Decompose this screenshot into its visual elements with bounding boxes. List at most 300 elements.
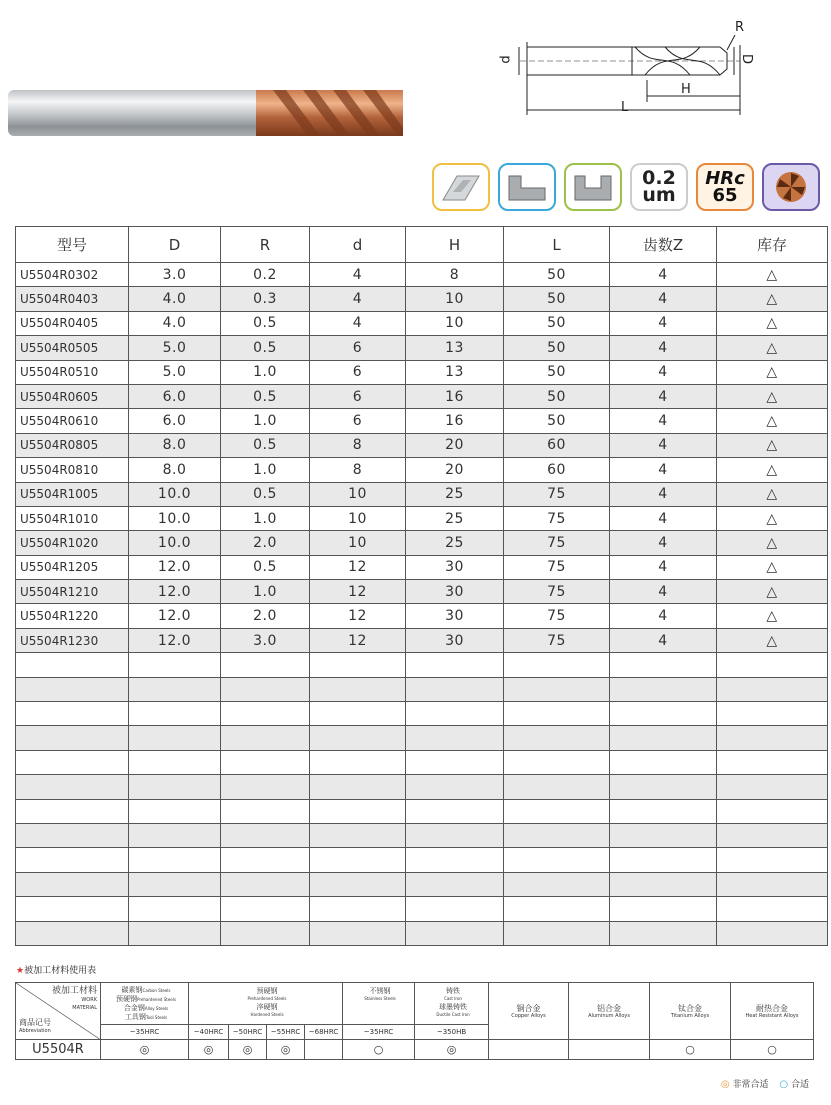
hardness-icon: HRc 65 bbox=[696, 163, 754, 211]
hardened-steels-header: 预硬钢 Prehardened Steels 淬硬钢 Hardened Steels bbox=[189, 983, 343, 1025]
table-cell bbox=[406, 677, 504, 701]
dim-r-label: R bbox=[735, 20, 745, 35]
table-cell bbox=[129, 799, 221, 823]
table-cell: 16 bbox=[406, 409, 504, 433]
table-cell bbox=[310, 872, 406, 896]
table-cell bbox=[717, 750, 828, 774]
table-row bbox=[16, 458, 828, 482]
table-cell: 1.0 bbox=[221, 458, 310, 482]
table-row bbox=[16, 360, 828, 384]
table-cell bbox=[504, 677, 610, 701]
table-cell bbox=[16, 750, 129, 774]
table-cell bbox=[504, 872, 610, 896]
spec-table bbox=[15, 226, 828, 946]
table-cell: △ bbox=[717, 384, 828, 408]
table-cell bbox=[221, 872, 310, 896]
table-cell bbox=[221, 848, 310, 872]
table-cell bbox=[406, 702, 504, 726]
slot-profile-icon bbox=[432, 163, 490, 211]
table-cell bbox=[610, 848, 717, 872]
table-cell bbox=[221, 750, 310, 774]
table-cell: 75 bbox=[504, 482, 610, 506]
table-cell bbox=[717, 872, 828, 896]
table-cell bbox=[406, 823, 504, 847]
hardness-range: ~35HRC bbox=[101, 1025, 189, 1040]
table-cell: 3.0 bbox=[129, 263, 221, 287]
table-cell: 30 bbox=[406, 628, 504, 652]
table-cell: △ bbox=[717, 506, 828, 530]
table-cell: U5504R1010 bbox=[16, 506, 129, 530]
table-cell: U5504R0403 bbox=[16, 287, 129, 311]
table-cell: U5504R1220 bbox=[16, 604, 129, 628]
table-cell bbox=[221, 726, 310, 750]
table-cell bbox=[504, 799, 610, 823]
table-cell: 50 bbox=[504, 360, 610, 384]
table-cell: △ bbox=[717, 555, 828, 579]
table-cell: 4 bbox=[610, 287, 717, 311]
hardness-range: ~35HRC bbox=[343, 1025, 415, 1040]
table-cell: 0.2 bbox=[221, 263, 310, 287]
table-cell bbox=[310, 775, 406, 799]
table-cell bbox=[610, 775, 717, 799]
table-cell: 10 bbox=[310, 506, 406, 530]
table-cell: △ bbox=[717, 311, 828, 335]
table-cell bbox=[310, 702, 406, 726]
table-cell: 12.0 bbox=[129, 555, 221, 579]
table-cell bbox=[406, 750, 504, 774]
table-cell: △ bbox=[717, 360, 828, 384]
table-cell: 20 bbox=[406, 433, 504, 457]
table-cell bbox=[610, 750, 717, 774]
table-cell bbox=[504, 823, 610, 847]
table-cell bbox=[310, 750, 406, 774]
table-cell: 6 bbox=[310, 409, 406, 433]
table-row bbox=[16, 311, 828, 335]
column-header: R bbox=[221, 227, 310, 263]
table-cell: 6 bbox=[310, 384, 406, 408]
table-cell bbox=[129, 726, 221, 750]
table-row bbox=[16, 799, 828, 823]
table-row bbox=[16, 702, 828, 726]
table-cell: △ bbox=[717, 482, 828, 506]
table-cell: 75 bbox=[504, 506, 610, 530]
table-cell: 8 bbox=[310, 458, 406, 482]
table-cell: 3.0 bbox=[221, 628, 310, 652]
table-cell: 12.0 bbox=[129, 628, 221, 652]
table-row bbox=[16, 628, 828, 652]
table-cell: 4 bbox=[610, 628, 717, 652]
table-cell: 12 bbox=[310, 604, 406, 628]
table-cell: 50 bbox=[504, 384, 610, 408]
table-cell bbox=[717, 726, 828, 750]
table-cell bbox=[610, 726, 717, 750]
table-cell: 30 bbox=[406, 555, 504, 579]
aluminum-alloys-header: 铝合金 Aluminum Alloys bbox=[569, 983, 650, 1040]
table-cell: 12 bbox=[310, 555, 406, 579]
table-row bbox=[16, 775, 828, 799]
table-cell bbox=[717, 848, 828, 872]
table-cell: 25 bbox=[406, 506, 504, 530]
table-cell: U5504R0505 bbox=[16, 336, 129, 360]
table-cell bbox=[129, 897, 221, 921]
table-cell bbox=[406, 921, 504, 945]
table-row bbox=[16, 506, 828, 530]
table-cell: 4 bbox=[310, 311, 406, 335]
precision-icon: 0.2 um bbox=[630, 163, 688, 211]
table-cell: 2.0 bbox=[221, 604, 310, 628]
table-cell: 4 bbox=[610, 458, 717, 482]
table-cell bbox=[610, 823, 717, 847]
table-header bbox=[16, 227, 828, 263]
carbon-steels-header: 碳素钢Carbon Steels 预硬钢Prehardened Steels 合金钢Alloy Steels 工具钢Tool Steels bbox=[101, 983, 189, 1025]
table-cell: U5504R0810 bbox=[16, 458, 129, 482]
table-cell: 4 bbox=[610, 580, 717, 604]
table-cell bbox=[16, 897, 129, 921]
end-mill-drawing bbox=[495, 20, 765, 125]
table-cell: 4 bbox=[610, 531, 717, 555]
table-cell bbox=[310, 726, 406, 750]
table-cell bbox=[610, 702, 717, 726]
table-cell: △ bbox=[717, 409, 828, 433]
table-cell: U5504R0510 bbox=[16, 360, 129, 384]
table-row bbox=[16, 848, 828, 872]
table-cell: 6 bbox=[310, 360, 406, 384]
table-cell: 0.5 bbox=[221, 336, 310, 360]
table-row bbox=[16, 384, 828, 408]
table-cell bbox=[221, 775, 310, 799]
table-cell: 50 bbox=[504, 263, 610, 287]
table-cell: 4 bbox=[610, 336, 717, 360]
table-cell: 4.0 bbox=[129, 311, 221, 335]
heat-resistant-alloys-header: 耐热合金 Heat Resistant Alloys bbox=[731, 983, 814, 1040]
table-cell bbox=[310, 653, 406, 677]
product-code: U5504R bbox=[16, 1040, 101, 1060]
table-cell: 4.0 bbox=[129, 287, 221, 311]
table-cell: 10.0 bbox=[129, 482, 221, 506]
table-cell bbox=[129, 750, 221, 774]
table-cell: 10.0 bbox=[129, 506, 221, 530]
table-cell bbox=[16, 775, 129, 799]
table-cell bbox=[310, 799, 406, 823]
column-header: 库存 bbox=[717, 227, 828, 263]
table-row bbox=[16, 409, 828, 433]
table-cell: 10 bbox=[310, 531, 406, 555]
table-cell bbox=[717, 775, 828, 799]
table-cell: U5504R1230 bbox=[16, 628, 129, 652]
table-cell bbox=[406, 653, 504, 677]
table-cell bbox=[610, 653, 717, 677]
table-cell bbox=[717, 799, 828, 823]
table-row bbox=[16, 872, 828, 896]
table-cell bbox=[221, 823, 310, 847]
table-cell: 2.0 bbox=[221, 531, 310, 555]
table-cell bbox=[504, 750, 610, 774]
table-cell: 25 bbox=[406, 531, 504, 555]
table-cell: 4 bbox=[610, 555, 717, 579]
table-cell: 10.0 bbox=[129, 531, 221, 555]
table-cell: △ bbox=[717, 433, 828, 457]
hardness-range: ~68HRC bbox=[305, 1025, 343, 1040]
table-cell: △ bbox=[717, 287, 828, 311]
table-cell: 1.0 bbox=[221, 506, 310, 530]
suitability-mark bbox=[489, 1040, 569, 1060]
table-cell bbox=[129, 702, 221, 726]
table-cell bbox=[406, 775, 504, 799]
table-cell: 8.0 bbox=[129, 433, 221, 457]
table-row bbox=[16, 677, 828, 701]
suitability-mark: ○ bbox=[650, 1040, 731, 1060]
suitability-mark: ◎ bbox=[267, 1040, 305, 1060]
table-cell: △ bbox=[717, 531, 828, 555]
table-cell: 6 bbox=[310, 336, 406, 360]
table-cell: 4 bbox=[610, 433, 717, 457]
table-cell: 4 bbox=[610, 384, 717, 408]
table-cell: 8 bbox=[406, 263, 504, 287]
hardness-range: ~55HRC bbox=[267, 1025, 305, 1040]
table-row bbox=[16, 823, 828, 847]
table-cell: 75 bbox=[504, 531, 610, 555]
column-header: H bbox=[406, 227, 504, 263]
table-row bbox=[16, 726, 828, 750]
table-cell: 12.0 bbox=[129, 604, 221, 628]
table-cell: 0.5 bbox=[221, 555, 310, 579]
table-cell bbox=[221, 921, 310, 945]
stainless-steels-header: 不锈钢 Stainless Steels bbox=[343, 983, 415, 1025]
cast-iron-header: 铸铁 Cast Iron 球墨铸铁 Ductile Cast Iron bbox=[415, 983, 489, 1025]
table-cell bbox=[504, 775, 610, 799]
table-cell: 0.5 bbox=[221, 384, 310, 408]
table-cell: U5504R1205 bbox=[16, 555, 129, 579]
table-cell bbox=[717, 702, 828, 726]
table-cell: 50 bbox=[504, 409, 610, 433]
column-header: L bbox=[504, 227, 610, 263]
table-cell: U5504R0610 bbox=[16, 409, 129, 433]
table-cell bbox=[504, 921, 610, 945]
table-cell: △ bbox=[717, 336, 828, 360]
table-cell bbox=[16, 799, 129, 823]
table-cell bbox=[504, 897, 610, 921]
table-cell bbox=[16, 823, 129, 847]
table-cell: 8.0 bbox=[129, 458, 221, 482]
table-cell bbox=[504, 653, 610, 677]
table-cell bbox=[610, 872, 717, 896]
table-cell: 13 bbox=[406, 360, 504, 384]
table-row bbox=[16, 287, 828, 311]
material-table-title: ★被加工材料使用表 bbox=[16, 966, 97, 976]
table-cell bbox=[221, 702, 310, 726]
table-cell: 8 bbox=[310, 433, 406, 457]
table-cell bbox=[16, 848, 129, 872]
suitability-mark: ◎ bbox=[415, 1040, 489, 1060]
table-cell bbox=[406, 848, 504, 872]
technical-drawing bbox=[495, 20, 765, 125]
table-row bbox=[16, 653, 828, 677]
table-cell: 4 bbox=[610, 311, 717, 335]
table-cell bbox=[717, 823, 828, 847]
table-cell: 6.0 bbox=[129, 409, 221, 433]
table-cell: 50 bbox=[504, 311, 610, 335]
hardness-range: ~50HRC bbox=[229, 1025, 267, 1040]
table-cell bbox=[221, 677, 310, 701]
table-cell: 4 bbox=[610, 482, 717, 506]
table-cell: 0.3 bbox=[221, 287, 310, 311]
table-cell: 10 bbox=[310, 482, 406, 506]
table-cell: △ bbox=[717, 604, 828, 628]
table-cell: 4 bbox=[610, 506, 717, 530]
table-cell bbox=[310, 677, 406, 701]
table-cell bbox=[16, 726, 129, 750]
hardness-range: ~40HRC bbox=[189, 1025, 229, 1040]
table-cell: 60 bbox=[504, 433, 610, 457]
table-cell: △ bbox=[717, 263, 828, 287]
table-cell bbox=[16, 653, 129, 677]
table-cell bbox=[310, 823, 406, 847]
slotting-icon bbox=[564, 163, 622, 211]
table-row bbox=[16, 336, 828, 360]
table-cell: 12 bbox=[310, 628, 406, 652]
table-cell bbox=[16, 677, 129, 701]
table-cell: 20 bbox=[406, 458, 504, 482]
table-cell: U5504R1005 bbox=[16, 482, 129, 506]
table-cell: 10 bbox=[406, 287, 504, 311]
side-milling-icon bbox=[498, 163, 556, 211]
dim-d-lower-label: d bbox=[498, 55, 514, 64]
suitability-legend: ◎ 非常合适 ○ 合适 bbox=[720, 1079, 809, 1090]
table-cell bbox=[504, 702, 610, 726]
table-cell bbox=[129, 823, 221, 847]
table-cell bbox=[129, 653, 221, 677]
end-mill-photo bbox=[8, 88, 403, 138]
table-cell: 4 bbox=[310, 287, 406, 311]
dim-l-label: L bbox=[621, 100, 629, 115]
table-cell: 16 bbox=[406, 384, 504, 408]
table-cell bbox=[406, 726, 504, 750]
table-cell: 75 bbox=[504, 555, 610, 579]
table-row bbox=[16, 897, 828, 921]
table-cell bbox=[16, 921, 129, 945]
table-cell bbox=[717, 921, 828, 945]
table-cell: U5504R1020 bbox=[16, 531, 129, 555]
suitability-mark: ○ bbox=[731, 1040, 814, 1060]
table-cell: U5504R0605 bbox=[16, 384, 129, 408]
table-cell bbox=[221, 897, 310, 921]
table-cell bbox=[310, 921, 406, 945]
column-header: 齿数Z bbox=[610, 227, 717, 263]
table-cell: 4 bbox=[610, 263, 717, 287]
table-cell bbox=[221, 799, 310, 823]
table-cell: 75 bbox=[504, 628, 610, 652]
table-row bbox=[16, 482, 828, 506]
table-cell bbox=[129, 848, 221, 872]
table-cell: 0.5 bbox=[221, 433, 310, 457]
titanium-alloys-header: 钛合金 Titanium Alloys bbox=[650, 983, 731, 1040]
table-cell: U5504R1210 bbox=[16, 580, 129, 604]
table-cell bbox=[129, 921, 221, 945]
table-cell bbox=[310, 897, 406, 921]
table-cell bbox=[129, 872, 221, 896]
table-cell bbox=[221, 653, 310, 677]
table-cell: 4 bbox=[310, 263, 406, 287]
table-cell: 60 bbox=[504, 458, 610, 482]
table-cell: 4 bbox=[610, 360, 717, 384]
table-cell: △ bbox=[717, 628, 828, 652]
suitability-mark: ○ bbox=[343, 1040, 415, 1060]
table-cell bbox=[717, 653, 828, 677]
table-cell: 30 bbox=[406, 580, 504, 604]
table-cell bbox=[610, 897, 717, 921]
coating-icon bbox=[762, 163, 820, 211]
table-cell: △ bbox=[717, 458, 828, 482]
table-cell bbox=[610, 799, 717, 823]
table-cell: U5504R0805 bbox=[16, 433, 129, 457]
table-cell: 10 bbox=[406, 311, 504, 335]
table-cell: 75 bbox=[504, 580, 610, 604]
table-row bbox=[16, 263, 828, 287]
hardness-range: ~350HB bbox=[415, 1025, 489, 1040]
table-cell bbox=[504, 848, 610, 872]
table-cell bbox=[310, 848, 406, 872]
table-cell: U5504R0405 bbox=[16, 311, 129, 335]
table-cell bbox=[16, 702, 129, 726]
table-cell: 5.0 bbox=[129, 360, 221, 384]
suitability-mark: ◎ bbox=[101, 1040, 189, 1060]
table-cell: 1.0 bbox=[221, 360, 310, 384]
table-cell bbox=[129, 775, 221, 799]
table-cell bbox=[717, 897, 828, 921]
suitability-mark: ◎ bbox=[189, 1040, 229, 1060]
table-cell bbox=[406, 799, 504, 823]
table-row bbox=[16, 531, 828, 555]
suitability-mark bbox=[569, 1040, 650, 1060]
table-row bbox=[16, 921, 828, 945]
table-cell: 6.0 bbox=[129, 384, 221, 408]
dim-d-upper-label: D bbox=[739, 54, 754, 65]
table-cell: 12.0 bbox=[129, 580, 221, 604]
table-cell bbox=[717, 677, 828, 701]
table-cell: 5.0 bbox=[129, 336, 221, 360]
table-cell bbox=[610, 677, 717, 701]
table-cell bbox=[504, 726, 610, 750]
table-cell bbox=[16, 872, 129, 896]
suitability-mark bbox=[305, 1040, 343, 1060]
table-cell: 30 bbox=[406, 604, 504, 628]
table-row bbox=[16, 604, 828, 628]
table-cell: 0.5 bbox=[221, 482, 310, 506]
table-cell: 4 bbox=[610, 409, 717, 433]
table-cell bbox=[610, 921, 717, 945]
feature-icons bbox=[432, 163, 820, 211]
suitability-mark: ◎ bbox=[229, 1040, 267, 1060]
table-row bbox=[16, 555, 828, 579]
material-table bbox=[15, 982, 814, 1060]
column-header: d bbox=[310, 227, 406, 263]
table-cell: 1.0 bbox=[221, 580, 310, 604]
table-cell: 75 bbox=[504, 604, 610, 628]
column-header: D bbox=[129, 227, 221, 263]
table-cell bbox=[406, 872, 504, 896]
table-cell bbox=[129, 677, 221, 701]
copper-alloys-header: 铜合金 Copper Alloys bbox=[489, 983, 569, 1040]
table-row bbox=[16, 433, 828, 457]
table-cell: △ bbox=[717, 580, 828, 604]
table-cell: 25 bbox=[406, 482, 504, 506]
table-cell: 1.0 bbox=[221, 409, 310, 433]
table-cell: 13 bbox=[406, 336, 504, 360]
column-header: 型号 bbox=[16, 227, 129, 263]
table-cell: 50 bbox=[504, 336, 610, 360]
table-cell: 12 bbox=[310, 580, 406, 604]
table-cell bbox=[406, 897, 504, 921]
